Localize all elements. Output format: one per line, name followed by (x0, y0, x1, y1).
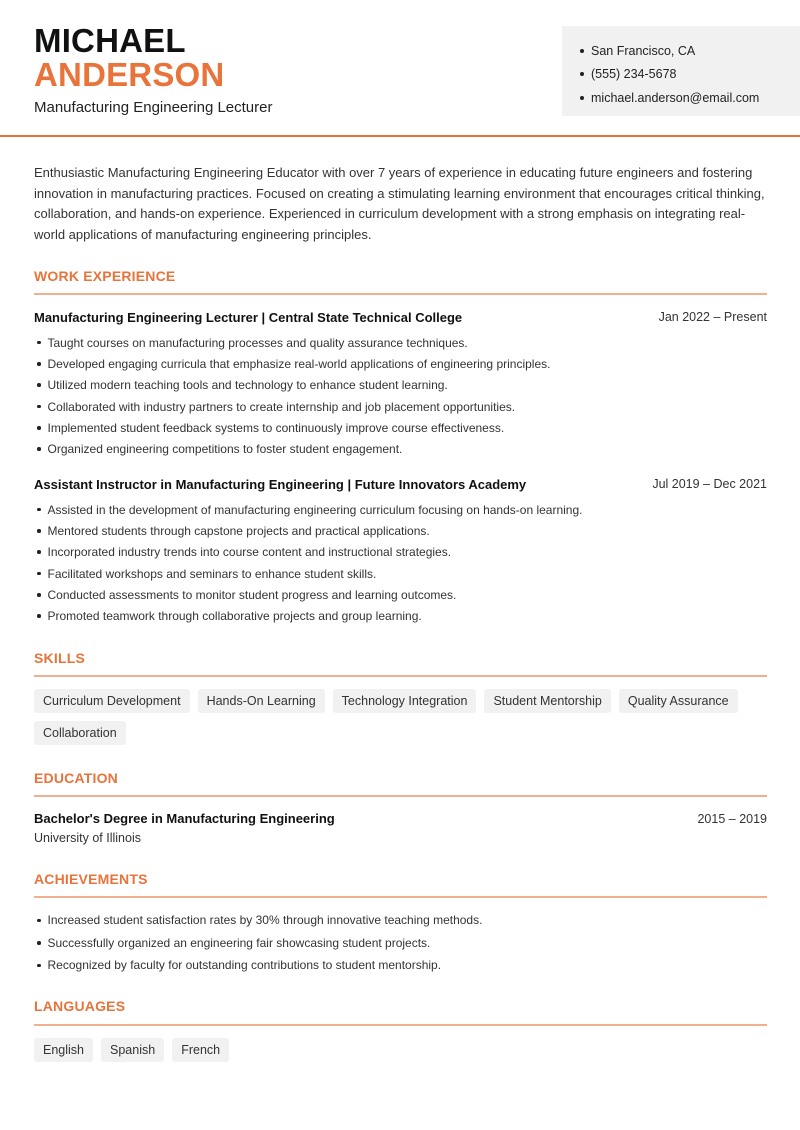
contact-box (562, 26, 800, 116)
section-divider (34, 896, 767, 898)
list-item (34, 353, 767, 374)
bullet-icon (37, 964, 41, 968)
location-text: San Francisco, CA (591, 43, 696, 58)
bullet-text: Increased student satisfaction rates by 30% through innovative teaching methods. (47, 913, 483, 928)
language-tag: English (34, 1038, 93, 1062)
bullet-icon (37, 919, 41, 923)
section-title-education: EDUCATION (34, 770, 118, 786)
section-title-achievements: ACHIEVEMENTS (34, 871, 148, 887)
bullet-icon (37, 508, 41, 512)
skill-tag: Collaboration (34, 721, 126, 745)
bullet-text: Taught courses on manufacturing processes and quality assurance techniques. (47, 335, 468, 350)
job-role: Manufacturing Engineering Lecturer | Central State Technical College (34, 310, 463, 325)
section-title-languages: LANGUAGES (34, 998, 126, 1014)
achievements-list (34, 909, 767, 977)
education-school: University of Illinois (34, 831, 141, 845)
bullet-icon (37, 362, 41, 366)
bullet-text: Incorporated industry trends into course content and instructional strategies. (47, 545, 452, 560)
education-dates: 2015 – 2019 (697, 812, 767, 826)
bullet-icon (37, 550, 41, 554)
resume-header (0, 0, 800, 137)
skill-tag: Technology Integration (333, 689, 477, 713)
list-item (34, 375, 767, 396)
list-item (34, 499, 767, 520)
skill-tag: Student Mentorship (484, 689, 610, 713)
bullet-text: Conducted assessments to monitor student progress and learning outcomes. (47, 587, 457, 602)
job-bullets (34, 332, 767, 460)
profile-summary: Enthusiastic Manufacturing Engineering Educator with over 7 years of experience in educating future engineers and fostering innovation in manufacturing practices. Focused on creating a stimulating learning environment that encourages critical thinking, collaboration, and hands-on experience. Experienced in curriculum development with a strong emphasis on integrating real-world applications of manufacturing engineering principles. (34, 165, 765, 243)
list-item (34, 520, 767, 541)
bullet-text: Implemented student feedback systems to continuously improve course effectiveness. (47, 420, 505, 435)
bullet-text: Successfully organized an engineering fair showcasing student projects. (47, 935, 431, 950)
language-tag: French (172, 1038, 229, 1062)
language-tag: Spanish (101, 1038, 164, 1062)
bullet-text: Utilized modern teaching tools and technology to enhance student learning. (47, 378, 448, 393)
list-item (34, 417, 767, 438)
bullet-icon (37, 529, 41, 533)
list-item (34, 605, 767, 626)
first-name: MICHAEL (34, 22, 186, 59)
bullet-icon (37, 405, 41, 409)
section-title-work: WORK EXPERIENCE (34, 268, 176, 284)
bullet-text: Collaborated with industry partners to create internship and job placement opportunities. (47, 399, 516, 414)
bullet-icon (580, 96, 584, 100)
bullet-icon (37, 426, 41, 430)
bullet-text: Mentored students through capstone projects and practical applications. (47, 523, 430, 538)
bullet-icon (580, 72, 584, 76)
bullet-text: Organized engineering competitions to foster student engagement. (47, 442, 403, 457)
contact-email (580, 86, 800, 110)
list-item (34, 932, 767, 955)
education-degree: Bachelor's Degree in Manufacturing Engineering (34, 811, 335, 826)
list-item (34, 438, 767, 459)
email-text: michael.anderson@email.com (591, 90, 760, 105)
phone-text: (555) 234-5678 (591, 67, 677, 82)
bullet-text: Recognized by faculty for outstanding contributions to student mentorship. (47, 958, 442, 973)
languages-list (34, 1038, 774, 1062)
last-name: ANDERSON (34, 56, 225, 93)
job-bullets (34, 499, 767, 627)
list-item (34, 332, 767, 353)
bullet-icon (37, 383, 41, 387)
job-title: Manufacturing Engineering Lecturer (34, 99, 273, 116)
section-title-skills: SKILLS (34, 650, 85, 666)
section-divider (34, 675, 767, 677)
job-header (34, 477, 767, 492)
bullet-text: Developed engaging curricula that emphasize real-world applications of engineering principles. (47, 356, 551, 371)
list-item (34, 954, 767, 977)
bullet-text: Assisted in the development of manufacturing engineering curriculum focusing on hands-on learning. (47, 502, 583, 517)
skill-tag: Curriculum Development (34, 689, 190, 713)
bullet-text: Facilitated workshops and seminars to enhance student skills. (47, 566, 377, 581)
skills-list (34, 689, 774, 745)
bullet-icon (580, 49, 584, 53)
bullet-icon (37, 572, 41, 576)
list-item (34, 584, 767, 605)
job-dates: Jan 2022 – Present (658, 310, 767, 324)
bullet-icon (37, 341, 41, 345)
section-divider (34, 795, 767, 797)
bullet-icon (37, 593, 41, 597)
bullet-icon (37, 447, 41, 451)
contact-phone (580, 63, 800, 87)
skill-tag: Hands-On Learning (198, 689, 325, 713)
section-divider (34, 1024, 767, 1026)
section-divider (34, 293, 767, 295)
bullet-text: Promoted teamwork through collaborative projects and group learning. (47, 609, 422, 624)
list-item (34, 909, 767, 932)
list-item (34, 542, 767, 563)
skill-tag: Quality Assurance (619, 689, 738, 713)
job-role: Assistant Instructor in Manufacturing Engineering | Future Innovators Academy (34, 477, 527, 492)
bullet-icon (37, 614, 41, 618)
job-dates: Jul 2019 – Dec 2021 (652, 477, 767, 491)
contact-location (580, 39, 800, 63)
bullet-icon (37, 941, 41, 945)
list-item (34, 563, 767, 584)
list-item (34, 396, 767, 417)
job-header (34, 310, 767, 325)
